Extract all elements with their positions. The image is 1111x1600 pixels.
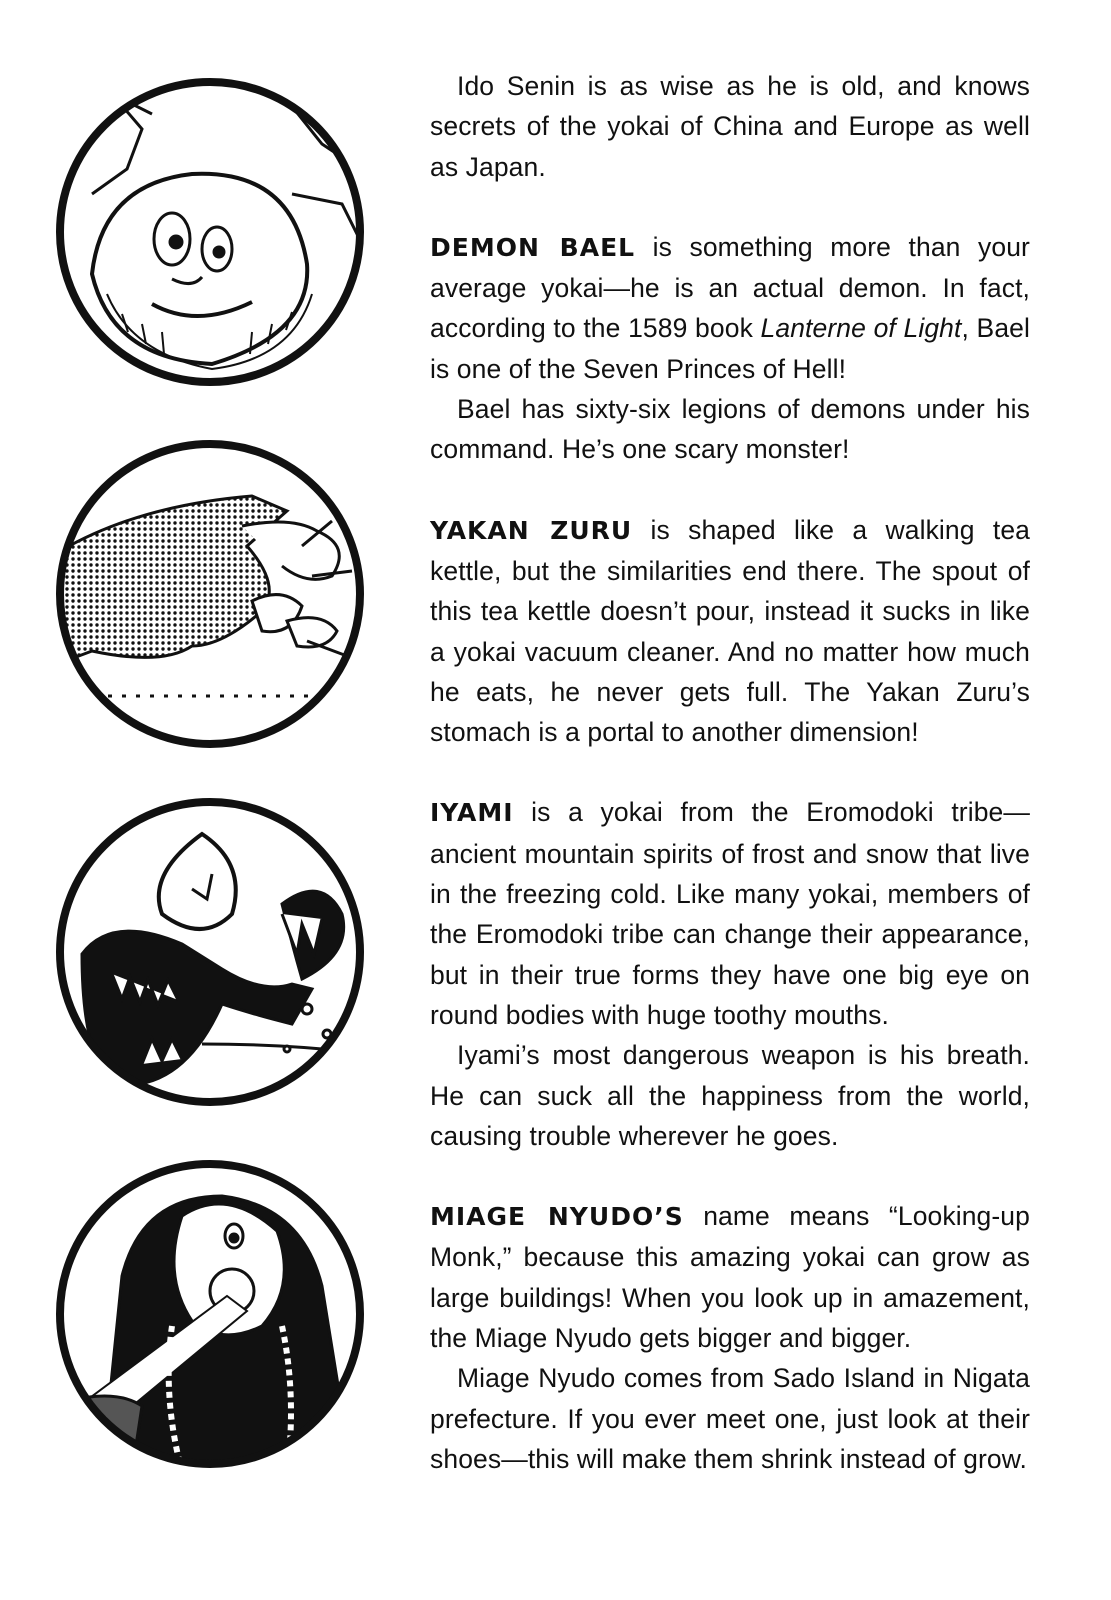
book-title: Lanterne of Light [760, 313, 962, 344]
yakan-zuru-portrait-icon [52, 436, 368, 752]
demon-bael-heading: DEMON BAEL [430, 232, 636, 262]
iyami-paragraph-2: Iyami’s most dangerous weapon is his breath. He can suck all the happiness from the world, causing trouble wherever he goes. [430, 1040, 1030, 1151]
yakan-zuru-heading: YAKAN ZURU [430, 515, 633, 545]
demon-bael-paragraph-2: Bael has sixty-six legions of demons under his command. He’s one scary monster! [430, 394, 1030, 465]
miage-nyudo-portrait-icon [52, 1156, 368, 1472]
miage-nyudo-heading: MIAGE NYUDO’S [430, 1202, 684, 1232]
demon-bael-text-1: is something more than your average yokai—he is an actual demon. In fact, according to the 1589 book [430, 231, 1030, 344]
iyami-heading: IYAMI [430, 798, 514, 828]
miage-nyudo-text: name means “Looking-up Monk,” because this amazing yokai can grow as large buildings! When you look up in amazement, the Miage Nyudo gets bigger and bigger. [430, 1201, 1030, 1354]
demon-bael-paragraph [430, 227, 1030, 389]
demon-bael-text-2: , Bael is one of the Seven Princes of Hell! [430, 313, 1030, 384]
yakan-zuru-paragraph [430, 510, 1030, 753]
intro-paragraph: Ido Senin is as wise as he is old, and knows secrets of the yokai of China and Europe as well as Japan. [430, 71, 1030, 182]
miage-nyudo-paragraph-2: Miage Nyudo comes from Sado Island in Nigata prefecture. If you ever meet one, just look at their shoes—this will make them shrink instead of grow. [430, 1363, 1030, 1474]
yakan-zuru-text: is shaped like a walking tea kettle, but the similarities end there. The spout of this tea kettle doesn’t pour, instead it sucks in like a yokai vacuum cleaner. And no matter how much he eats, he never gets full. The Yakan Zuru’s stomach is a portal to another dimension! [430, 514, 1031, 748]
iyami-text: is a yokai from the Eromodoki tribe—ancient mountain spirits of frost and snow that live in the freezing cold. Like many yokai, members of the Eromodoki tribe can change their appearance, but in their true forms they have one big eye on round bodies with huge toothy mouths. [430, 797, 1030, 1030]
iyami-paragraph [430, 792, 1030, 1035]
article-body [430, 66, 1030, 1479]
iyami-portrait-icon [52, 794, 368, 1110]
miage-nyudo-paragraph [430, 1196, 1030, 1358]
ido-senin-portrait-icon [52, 74, 368, 390]
